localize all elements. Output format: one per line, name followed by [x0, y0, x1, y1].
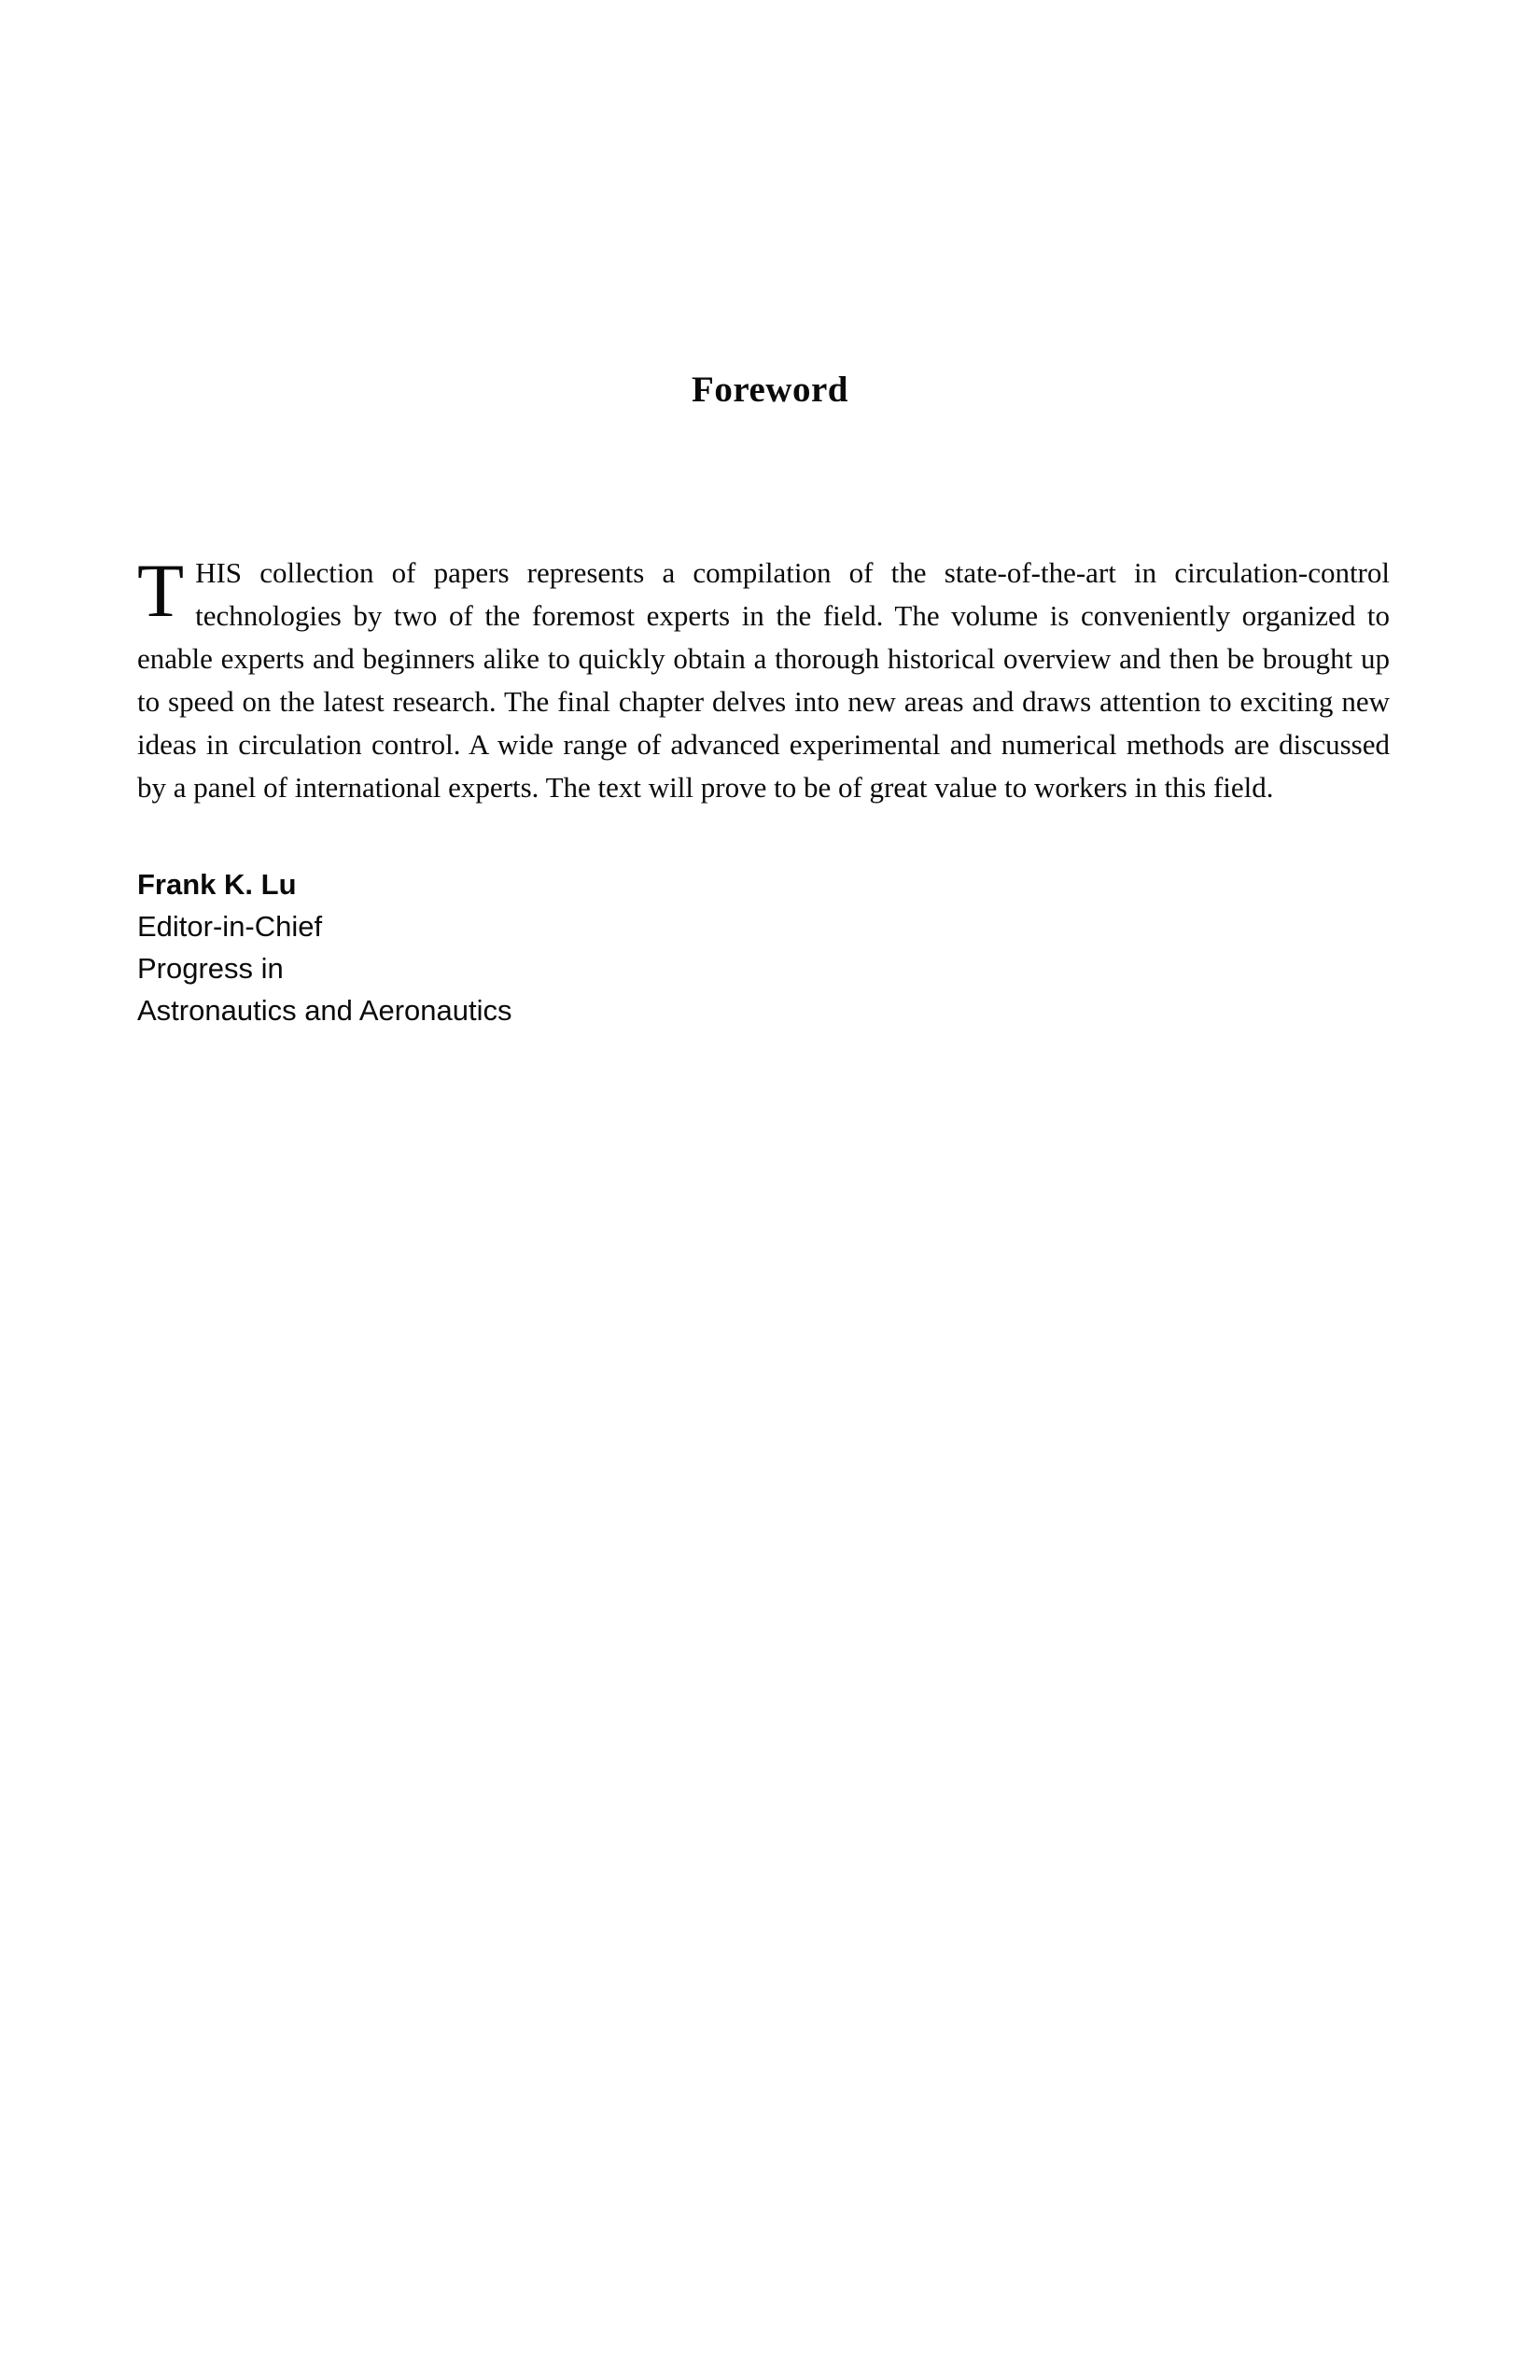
page-title: Foreword: [692, 370, 848, 410]
signature-role: Editor-in-Chief: [137, 910, 323, 943]
page-content: [137, 523, 1390, 1031]
signature-name: Frank K. Lu: [137, 868, 297, 901]
dropcap-letter: T: [137, 548, 185, 633]
signature-series-line1: Progress in: [137, 952, 284, 985]
foreword-paragraph-text: HIS collection of papers represents a compilation of the state-of-the-art in circulation-control technologies by two of the foremost experts in the field. The volume is conveniently organized to enable experts and beginners alike to quickly obtain a thorough historical overview and then be brought up to speed on the latest research. The final chapter delves into new areas and draws attention to exciting new ideas in circulation control. A wide range of advanced experimental and numerical methods are discussed by a panel of international experts. The text will prove to be of great value to workers in this field.: [137, 556, 1390, 804]
signature-block: [137, 863, 1390, 1031]
signature-series-line2: Astronautics and Aeronautics: [137, 994, 512, 1027]
foreword-paragraph: [137, 548, 1390, 809]
